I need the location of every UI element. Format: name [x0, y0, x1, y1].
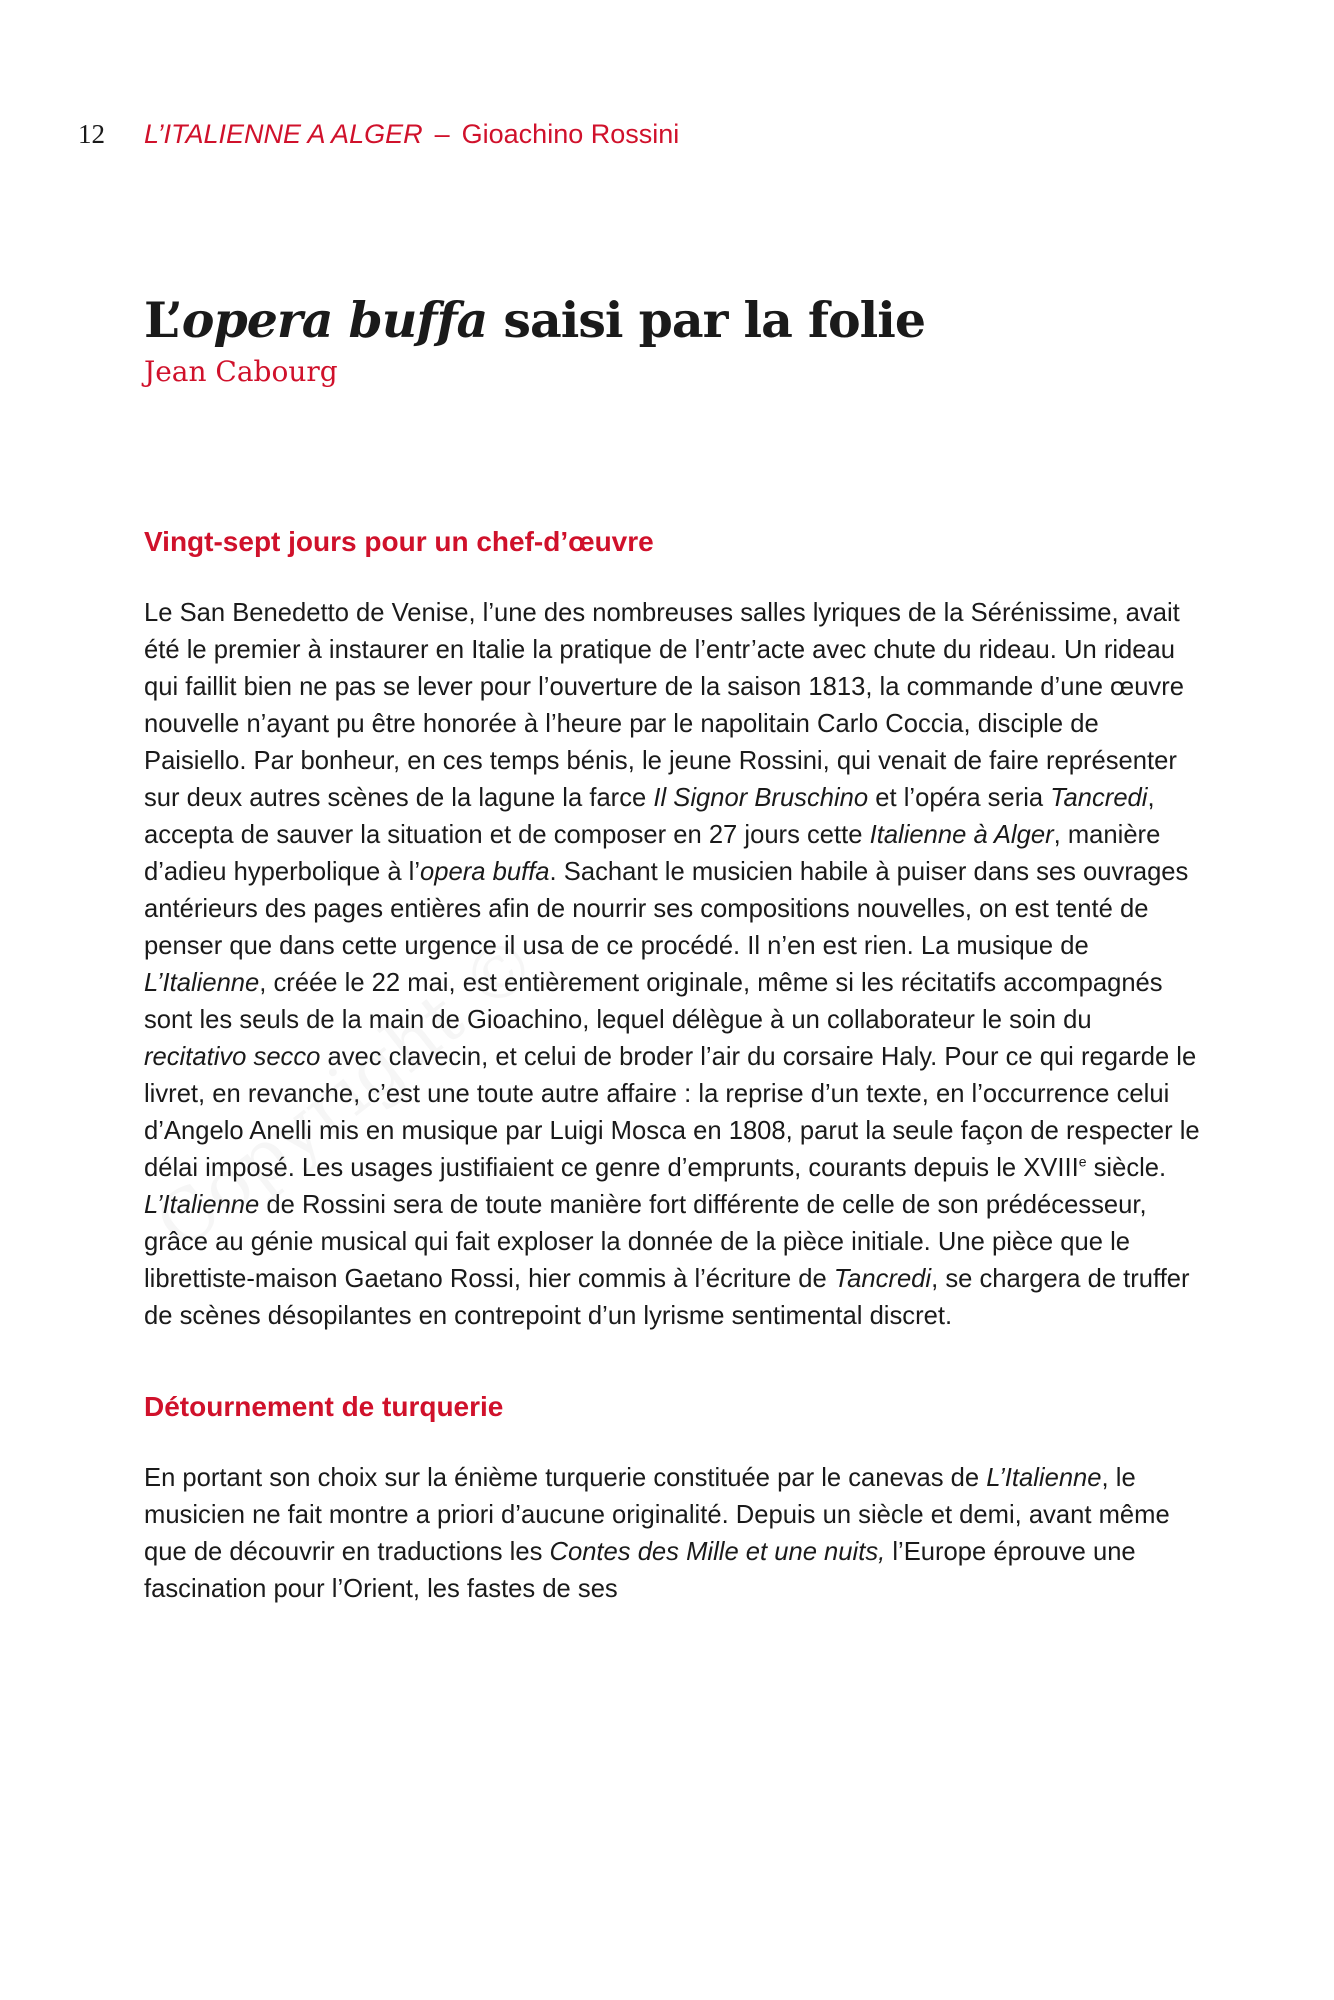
italic-run: Contes des Mille et une nuits, — [549, 1538, 886, 1566]
text-run: de Rossini sera de toute manière fort différente de celle de son prédécesseur, grâce au génie musical qui fait exploser la donnée de la pièce initiale. Une pièce que le librettiste-maison Gaetano Rossi, hier commis à l’écriture de — [144, 1191, 1147, 1293]
section-2-paragraph — [144, 1460, 1200, 1608]
article — [144, 288, 1200, 1608]
title-suffix: saisi par la folie — [487, 291, 926, 349]
text-run: , le musicien ne fait montre a priori d’aucune originalité. Depuis un siècle et demi, avant même que de découvrir en traductions les — [144, 1464, 1170, 1566]
italic-run: Il Signor Bruschino — [653, 784, 869, 812]
text-run: siècle. — [1086, 1154, 1167, 1182]
text-run: , se chargera de truffer de scènes désopilantes en contrepoint d’un lyrisme sentimental discret. — [144, 1265, 1190, 1330]
italic-run: Italienne à Alger — [869, 821, 1054, 849]
text-run: Le San Benedetto de Venise, l’une des nombreuses salles lyriques de la Sérénissime, avait été le premier à instaurer en Italie la pratique de l’entr’acte avec chute du rideau. Un rideau qui faillit bien ne pas se lever pour l’ouverture de la saison 1813, la commande d’une œuvre nouvelle n’ayant pu être honorée à l’heure par le napolitain Carlo Coccia, disciple de Paisiello. Par bonheur, en ces temps bénis, le jeune Rossini, qui venait de faire représenter sur deux autres scènes de la lagune la farce — [144, 599, 1184, 812]
text-run: . Sachant le musicien habile à puiser dans ses ouvrages antérieurs des pages entières afin de nourrir ses compositions nouvelles, on est tenté de penser que dans cette urgence il usa de ce procédé. Il n’en est rien. La musique de — [144, 858, 1189, 960]
section-heading-1: Vingt-sept jours pour un chef-d’œuvre — [144, 526, 654, 557]
section-heading-2: Détournement de turquerie — [144, 1391, 504, 1422]
page-number: 12 — [78, 119, 105, 149]
italic-run: L’Italienne — [144, 969, 260, 997]
running-header — [78, 116, 679, 152]
italic-run: L’Italienne — [986, 1464, 1102, 1492]
italic-run: opera buffa — [420, 858, 550, 886]
header-composer: Gioachino Rossini — [461, 119, 680, 149]
title-prefix: L’ — [144, 291, 182, 349]
text-run: et l’opéra seria — [868, 784, 1051, 812]
text-run: , accepta de sauver la situation et de composer en 27 jours cette — [144, 784, 1155, 849]
text-run: , créée le 22 mai, est entièrement originale, même si les récitatifs accompagnés sont les seuls de la main de Gioachino, lequel délègue à un collaborateur le soin du — [144, 969, 1163, 1034]
section-1-paragraph — [144, 595, 1200, 1335]
italic-run: Tancredi — [1050, 784, 1148, 812]
text-run: , manière d’adieu hyperbolique à l’ — [144, 821, 1161, 886]
italic-run: L’Italienne — [144, 1191, 260, 1219]
text-run: En portant son choix sur la énième turquerie constituée par le canevas de — [144, 1464, 987, 1492]
article-author: Jean Cabourg — [144, 355, 338, 388]
article-title — [144, 288, 1200, 352]
italic-run: Tancredi — [833, 1265, 932, 1293]
header-separator: – — [434, 119, 450, 149]
text-run: avec clavecin, et celui de broder l’air du corsaire Haly. Pour ce qui regarde le livret, en revanche, c’est une toute autre affaire : la reprise d’un texte, en l’occurrence celui d’Angelo Anelli mis en musique par Luigi Mosca en 1808, parut la seule façon de respecter le délai imposé. Les usages justifiaient ce genre d’emprunts, courants depuis le XVIII — [144, 1043, 1200, 1182]
superscript: e — [1078, 1153, 1087, 1170]
italic-run: recitativo secco — [144, 1043, 321, 1071]
text-run: l’Europe éprouve une fascination pour l’Orient, les fastes de ses — [144, 1538, 1136, 1603]
header-work-title: L’ITALIENNE A ALGER — [144, 119, 423, 149]
title-italic: opera buffa — [181, 291, 488, 349]
